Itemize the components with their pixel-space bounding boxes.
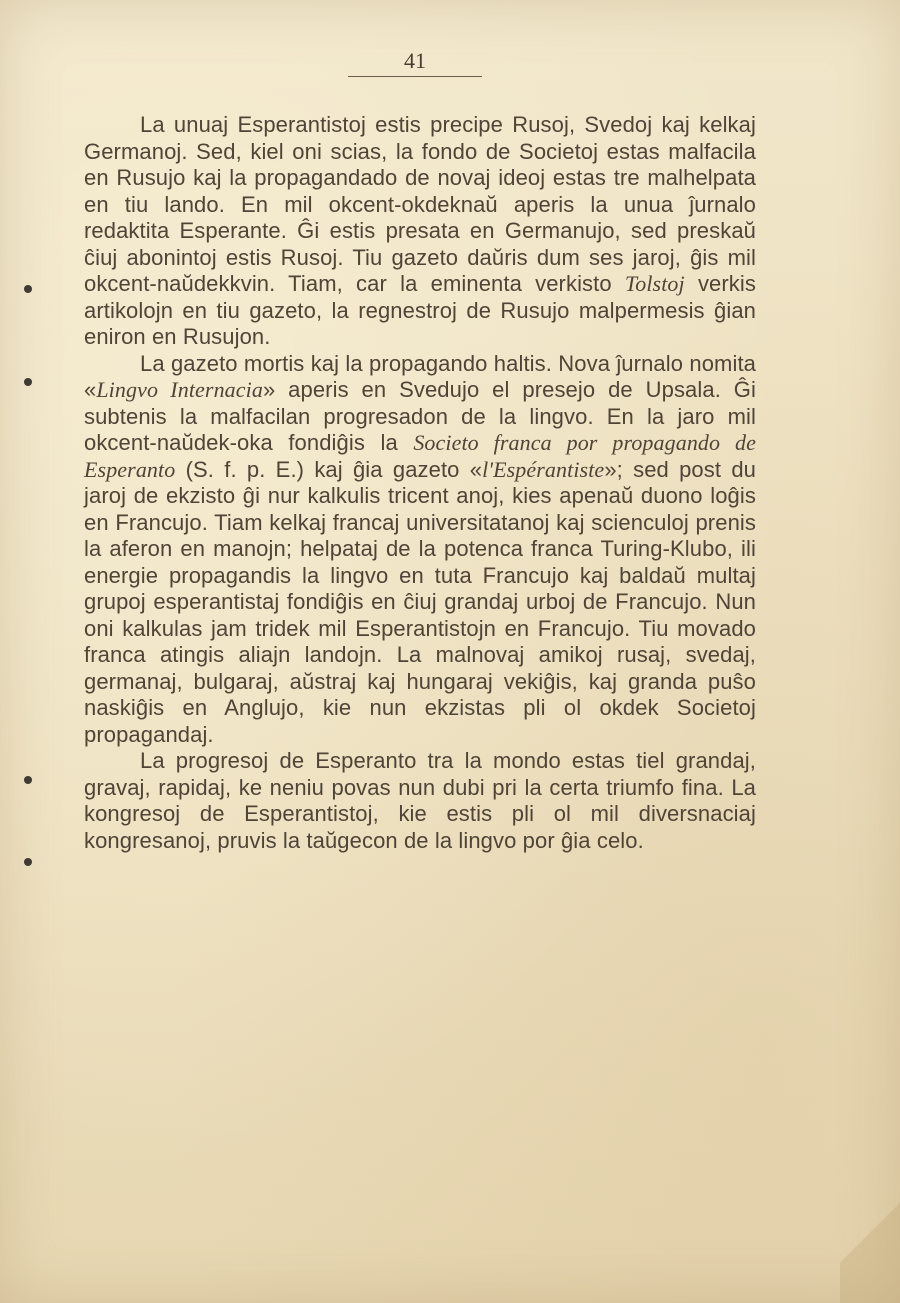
body-text bbox=[84, 112, 756, 854]
binding-hole bbox=[24, 285, 32, 293]
binding-hole bbox=[24, 858, 32, 866]
italic-text: Lingvo Internacia bbox=[96, 377, 263, 402]
page-corner-fold bbox=[840, 1163, 900, 1303]
paragraph-text: La progresoj de Esperanto tra la mondo estas tiel grandaj, gravaj, rapidaj, ke neniu povas nun dubi pri la certa triumfo fina. La kongresoj de Esperantistoj, kie estis pli ol mil diversnaciaj kongresanoj, pruvis la taŭgecon de la lingvo por ĝia celo. bbox=[84, 748, 756, 853]
paragraph-text: (S. f. p. E.) kaj ĝia gazeto « bbox=[175, 456, 483, 482]
paragraph bbox=[84, 748, 756, 854]
binding-hole bbox=[24, 776, 32, 784]
paragraph-text: » aperis en Svedujo el presejo de Upsala. Ĝi subtenis la malfacilan progresadon de la lingvo. En la jaro mil okcent-naŭdek-oka fondiĝis la bbox=[84, 377, 756, 455]
page-number: 41 bbox=[348, 48, 482, 77]
paragraph bbox=[84, 351, 756, 749]
paragraph-text: verkis artikolojn en tiu gazeto, la regnestroj de Rusujo malpermesis ĝian eniron en Rusujon. bbox=[84, 271, 756, 349]
paragraph-text: La unuaj Esperantistoj estis precipe Rusoj, Svedoj kaj kelkaj Germanoj. Sed, kiel oni scias, la fondo de Societoj estas malfacila en Rusujo kaj la propagandado de novaj ideoj estas tre malhelpata en tiu lando. En mil okcent-okdeknaŭ aperis la unua ĵurnalo redaktita Esperante. Ĝi estis presata en Germanujo, sed preskaŭ ĉiuj abonintoj estis Rusoj. Tiu gazeto daŭris dum ses jaroj, ĝis mil okcent-naŭdekkvin. Tiam, car la eminenta verkisto bbox=[84, 112, 756, 296]
paragraph bbox=[84, 112, 756, 351]
paragraph-text: »; sed post du jaroj de ekzisto ĝi nur kalkulis tricent anoj, kies apenaŭ duono loĝis en Francujo. Tiam kelkaj francaj universitatanoj kaj scienculoj prenis la aferon en manojn; helpataj de la potenca franca Turing-Klubo, ili energie propagandis la lingvo en tuta Francujo kaj baldaŭ multaj grupoj esperantistaj fondiĝis en ĉiuj grandaj urboj de Francujo. Nun oni kalkulas jam tridek mil Esperantistojn en Francujo. Tiu movado franca atingis aliajn landojn. La malnovaj amikoj rusaj, svedaj, germanaj, bulgaraj, aŭstraj kaj hungaraj vekiĝis, kaj granda puŝo naskiĝis en Anglujo, kie nun ekzistas pli ol okdek Societoj propagandaj. bbox=[84, 456, 756, 747]
italic-text: Societo franca por propagando de Esperanto bbox=[84, 430, 756, 482]
binding-hole bbox=[24, 378, 32, 386]
paragraph-text: La gazeto mortis kaj la propagando haltis. Nova ĵurnalo nomita « bbox=[84, 350, 756, 402]
italic-text: l'Espérantiste bbox=[482, 456, 605, 482]
italic-text: Tolstoj bbox=[624, 271, 685, 296]
